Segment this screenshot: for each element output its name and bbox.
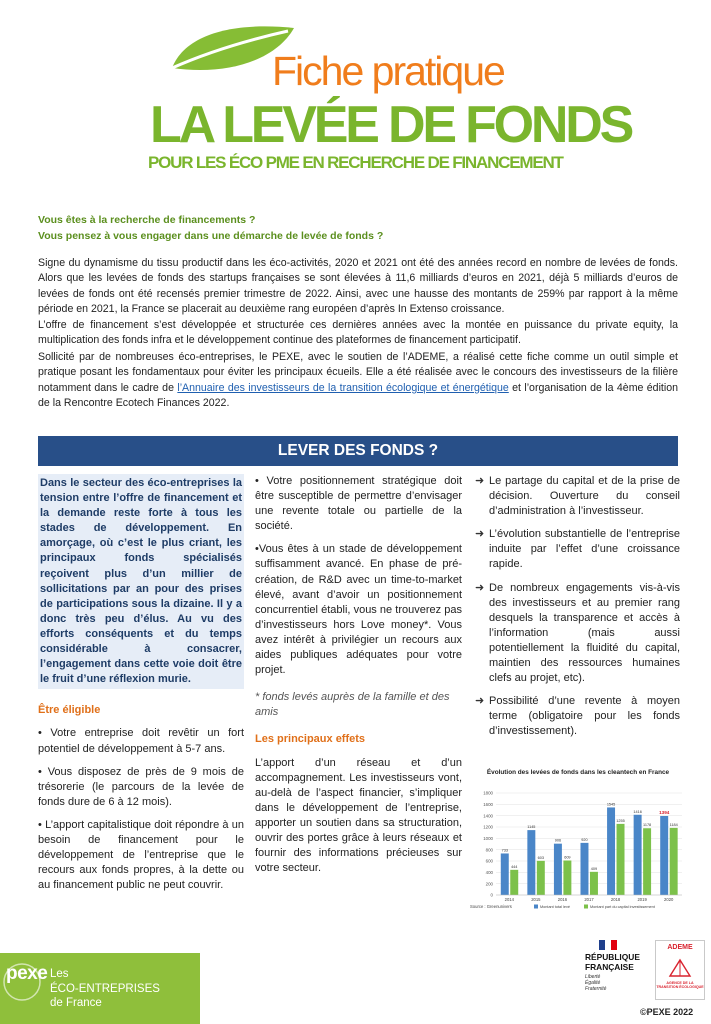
column-1 [38, 474, 244, 901]
french-flag-icon [599, 940, 617, 950]
chart-source: Source : Greenunivers [470, 904, 512, 909]
intro-paragraph-3 [38, 350, 678, 412]
chart-bar [660, 816, 668, 895]
brand-line-2: ÉCO-ENTREPRISES [50, 982, 160, 995]
chart-bar [670, 828, 678, 895]
pexe-wordmark: pexe [6, 963, 48, 984]
intro-paragraph-1: Signe du dynamisme du tissu productif dans les éco-activités, 2020 et 2021 ont été des années record en nombre de levées de fonds. Alors que les levées de fonds des startups françaises se sont élevées à 11,6 milliards d’euros en 2021, déjà 5 milliards d’euros de levées de fonds ont été recensés premier trimestre de 2022. Ainsi, avec une hausse des montants de 259% par rapport à la même période en 2021, la France se placerait au deuxième rang européen d’après In Extenso croissance. [38, 257, 678, 316]
x-tick-label: 2018 [610, 897, 621, 902]
rf-line-2: FRANÇAISE [585, 961, 634, 972]
question-1: Vous êtes à la recherche de financements ? [38, 214, 256, 226]
effect-text: Le partage du capital et de la prise de décision. Ouverture du conseil d’administration à l’investisseur. [489, 475, 680, 518]
page-subtitle: LA LEVÉE DE FONDS [150, 96, 632, 154]
rf-motto-3: Fraternité [585, 986, 607, 993]
effect-item-1 [475, 474, 680, 519]
y-tick-label: 0 [490, 892, 493, 898]
data-label: 1394 [659, 810, 670, 816]
data-label: 1145 [527, 825, 536, 830]
copyright: ©PEXE 2022 [640, 1007, 694, 1017]
y-tick-label: 200 [485, 881, 493, 887]
brand-line-1: Les [50, 968, 69, 980]
brand-text [50, 967, 160, 1011]
page-tagline: POUR LES ÉCO PME EN RECHERCHE DE FINANCEMENT [148, 153, 563, 172]
brand-line-3: de France [50, 997, 102, 1010]
effect-item-3 [475, 581, 680, 687]
rf-line-1: RÉPUBLIQUE [585, 952, 640, 962]
effect-text: Possibilité d’une revente à moyen terme (obligatoire pour les fonds d’investissement). [489, 695, 680, 738]
data-label: 906 [554, 838, 562, 843]
intro-p3-after: et l’organisation de la 4ème édition de la Rencontre Ecotech Finances 2022. [38, 381, 678, 410]
eligibility-item-2: • Vous disposez de près de 9 mois de trésorerie (le parcours de la levée de fonds dure de 6 à 12 mois). [38, 765, 244, 808]
effects-paragraph: L’apport d’un réseau et d’un accompagnement. Les investisseurs vont, au-delà de l’aspect financier, s’impliquer dans le développement de l’entreprise, apporter un soutien dans sa structuration, ouvrir des portes grâce à leurs réseaux et fournir des informations précieuses sur votre secteur. [255, 756, 462, 875]
chart-bar [634, 815, 642, 895]
eligibility-item-5: •Vous êtes à un stade de développement suffisamment avancé. En phase de pré-création, de R&D avec un time-to-market élevé, avant d’avoir un positionnement concurrentiel établi, vous ne trouverez pas d’investisseurs hors Love money*. Vous avez intérêt à privilégier un recours aux aides publiques adéquates pour votre projet. [255, 543, 462, 677]
question-2: Vous pensez à vous engager dans une démarche de levée de fonds ? [38, 230, 384, 242]
ademe-subtitle: AGENCE DE LA TRANSITION ÉCOLOGIQUE [656, 981, 704, 990]
data-label: 609 [564, 855, 571, 860]
page-title: Fiche pratique [272, 48, 504, 94]
arrow-right-icon: ➜ [475, 695, 485, 708]
funding-chart [468, 769, 688, 917]
y-tick-label: 1600 [483, 801, 493, 807]
effect-item-4 [475, 694, 680, 739]
x-tick-label: 2016 [557, 897, 568, 902]
legend-swatch [584, 905, 588, 909]
eligibility-item-1: • Votre entreprise doit revêtir un fort potentiel de développement à 5-7 ans. [38, 727, 244, 755]
x-tick-label: 2017 [584, 897, 594, 902]
y-tick-label: 1200 [483, 824, 493, 830]
eligibility-item-3: • L’apport capitalistique doit répondre à un besoin de financement pour le développement de l’entreprise que le recours aux fonds propres, à la dette ou au financement public ne peut couvrir. [38, 818, 244, 892]
data-label: 409 [590, 866, 598, 871]
y-tick-label: 800 [485, 847, 493, 853]
chart-title: Évolution des levées de fonds dans les cleantech en France [486, 769, 670, 776]
intro-p3-before: Sollicité par de nombreuses éco-entreprises, le PEXE, avec le soutien de l’ADEME, a réalisé cette fiche comme un outil simple et pratique posant les fondamentaux pour éviter les principaux écueils. Elle a été réalisée avec le concours des investisseurs de la filière notamment dans le cadre de [38, 351, 678, 394]
intro-highlight-box: Dans le secteur des éco-entreprises la tension entre l’offre de financement et la demande reste forte à tous les stades de développement. En amorçage, où c’est le plus criant, les principaux fonds spécialisés reçoivent plus d’un millier de sollicitations par an pour des prises de participations sous la dizaine. Il y a donc très peu d’élus. Au vu des efforts conséquents et du temps considérable à consacrer, l’engagement dans cette voie doit être le fruit d’une réflexion murie. [38, 474, 244, 689]
chart-bar [501, 853, 509, 895]
y-tick-label: 1800 [483, 790, 493, 796]
y-tick-label: 400 [485, 869, 493, 875]
arrow-right-icon: ➜ [475, 528, 485, 541]
chart-bar [643, 828, 651, 895]
column-3 [475, 474, 680, 746]
rf-motto [585, 974, 649, 992]
intro-paragraph-group [38, 256, 678, 348]
ademe-name: ADEME [667, 944, 693, 951]
x-tick-label: 2019 [637, 897, 647, 902]
column-2 [255, 474, 462, 884]
x-tick-label: 2014 [504, 897, 514, 902]
effects-heading: Les principaux effets [255, 733, 366, 746]
data-label: 1178 [643, 823, 652, 828]
republique-francaise-logo [585, 940, 649, 992]
footnote: * fonds levés auprès de la famille et des amis [255, 691, 450, 719]
data-label: 1416 [633, 809, 642, 814]
chart-bar [563, 860, 571, 895]
investors-directory-link[interactable]: l’Annuaire des investisseurs de la transition écologique et énergétique [177, 381, 509, 394]
data-label: 1184 [669, 822, 678, 827]
data-label: 1545 [606, 802, 616, 807]
eligibility-heading: Être éligible [38, 704, 101, 717]
chart-bar [527, 830, 535, 895]
ademe-logo [655, 940, 705, 1000]
chart-bar [607, 807, 615, 895]
data-label: 603 [537, 855, 544, 860]
chart-bar [580, 843, 588, 895]
data-label: 920 [581, 837, 588, 842]
chart-bar [590, 872, 598, 895]
effect-text: L’évolution substantielle de l’entreprise induite par l’effet d’une croissance rapide. [489, 528, 680, 571]
rf-name [585, 953, 649, 972]
legend-entry: Montant part du capital investissement [590, 905, 655, 909]
chart-bar [510, 870, 518, 895]
y-tick-label: 1000 [483, 835, 493, 841]
effect-text: De nombreux engagements vis-à-vis des investisseurs et au premier rang desquels la transparence et accès à l’information (mais aussi potentiellement la fluidité du capital, maintien des ressources humaines clefs au projet, etc). [489, 581, 680, 685]
section-banner: LEVER DES FONDS ? [38, 436, 678, 466]
rf-motto-1: Liberté [585, 974, 601, 981]
legend-swatch [534, 905, 538, 909]
rf-motto-2: Égalité [585, 980, 601, 987]
chart-bar [554, 844, 562, 895]
data-label: 444 [511, 864, 518, 869]
data-label: 1255 [616, 818, 625, 823]
legend-entry: Montant total levé [540, 905, 570, 909]
x-tick-label: 2015 [531, 897, 541, 902]
data-label: 733 [501, 848, 508, 853]
chart-bar [617, 824, 625, 895]
ademe-emblem-icon [656, 954, 704, 980]
arrow-right-icon: ➜ [475, 581, 485, 594]
y-tick-label: 1400 [483, 813, 493, 819]
y-tick-label: 600 [485, 858, 493, 864]
chart-bar [537, 861, 545, 895]
arrow-right-icon: ➜ [475, 475, 485, 487]
intro-paragraph-2: L’offre de financement s’est développée et structurée ces dernières années avec la montée en puissance du private equity, la multiplication des fonds infra et le développement continue des plateformes de financement participatif. [38, 318, 678, 347]
eligibility-item-4: • Votre positionnement stratégique doit être susceptible de permettre d’envisager une revente totale ou partielle de la société. [255, 475, 462, 533]
x-tick-label: 2020 [664, 897, 674, 902]
effect-item-2 [475, 527, 680, 572]
chart-svg [468, 769, 688, 917]
